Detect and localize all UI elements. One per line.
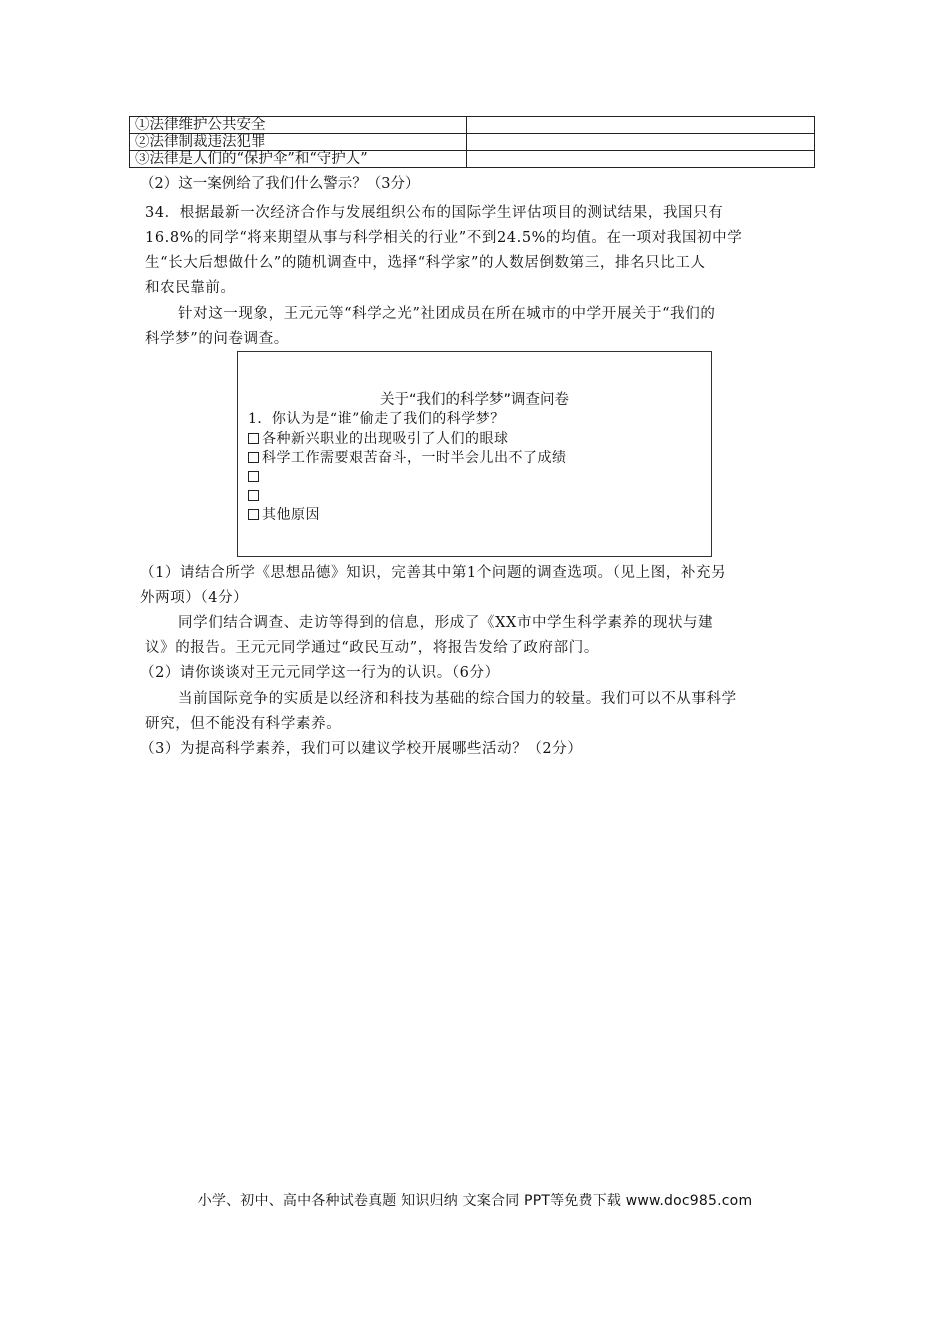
survey-title: 关于“我们的科学梦”调查问卷 [379, 392, 570, 408]
question-34-intro-line: 生“长大后想做什么”的随机调查中，选择“科学家”的人数居倒数第三，排名只比工人 [145, 255, 706, 271]
answer-table [129, 116, 815, 168]
survey-option [248, 466, 262, 486]
context-line: 研究，但不能没有科学素养。 [145, 716, 342, 732]
survey-option [248, 504, 320, 524]
table-row [130, 151, 815, 168]
table-row [130, 117, 815, 134]
sub-question-1-line: （1）请结合所学《思想品德》知识，完善其中第1个问题的调查选项。（见上图，补充另 [140, 565, 727, 581]
checkbox-icon[interactable] [248, 509, 259, 520]
context-line: 针对这一现象，王元元等“科学之光”社团成员在所在城市的中学开展关于“我们的 [178, 306, 716, 322]
survey-box [237, 351, 712, 557]
table-cell-right [467, 151, 815, 168]
survey-option [248, 485, 262, 505]
sub-question-2: （2）请你谈谈对王元元同学这一行为的认识。（6分） [140, 665, 500, 681]
checkbox-icon[interactable] [248, 490, 259, 501]
context-line: 科学梦”的问卷调查。 [145, 331, 289, 347]
survey-option-label: 各种新兴职业的出现吸引了人们的眼球 [262, 431, 509, 447]
table-cell-left: ③法律是人们的“保护伞”和“守护人” [130, 151, 467, 168]
question-34-intro-line: 和农民靠前。 [145, 280, 236, 296]
survey-option-label: 科学工作需要艰苦奋斗，一时半会儿出不了成绩 [262, 450, 567, 466]
survey-question: 1．你认为是“谁”偷走了我们的科学梦？ [248, 411, 505, 427]
survey-option [248, 447, 567, 467]
survey-option-label: 其他原因 [262, 507, 320, 523]
survey-option [248, 428, 509, 448]
checkbox-icon[interactable] [248, 433, 259, 444]
question-34-intro-line: 16.8%的同学“将来期望从事与科学相关的行业”不到24.5%的均值。在一项对我国初中学 [145, 230, 743, 246]
checkbox-icon[interactable] [248, 471, 259, 482]
sub-question-3: （3）为提高科学素养，我们可以建议学校开展哪些活动？（2分） [140, 741, 583, 757]
table-cell-left: ①法律维护公共安全 [130, 117, 467, 134]
question-34-intro-line: 34．根据最新一次经济合作与发展组织公布的国际学生评估项目的测试结果，我国只有 [145, 205, 724, 221]
checkbox-icon[interactable] [248, 452, 259, 463]
question-33-part-2: （2）这一案例给了我们什么警示？（3分） [140, 176, 420, 192]
footer-text: 小学、初中、高中各种试卷真题 知识归纳 文案合同 PPT等免费下载 www.doc985.com [197, 1193, 753, 1209]
table-cell-right [467, 117, 815, 134]
context-line: 议》的报告。王元元同学通过“政民互动”，将报告发给了政府部门。 [145, 640, 599, 656]
sub-question-1-line: 外两项）（4分） [140, 590, 249, 606]
table-cell-right [467, 134, 815, 151]
table-cell-left: ②法律制裁违法犯罪 [130, 134, 467, 151]
context-line: 当前国际竞争的实质是以经济和科技为基础的综合国力的较量。我们可以不从事科学 [178, 691, 737, 707]
context-line: 同学们结合调查、走访等得到的信息，形成了《XX市中学生科学素养的现状与建 [178, 615, 714, 631]
table-row [130, 134, 815, 151]
